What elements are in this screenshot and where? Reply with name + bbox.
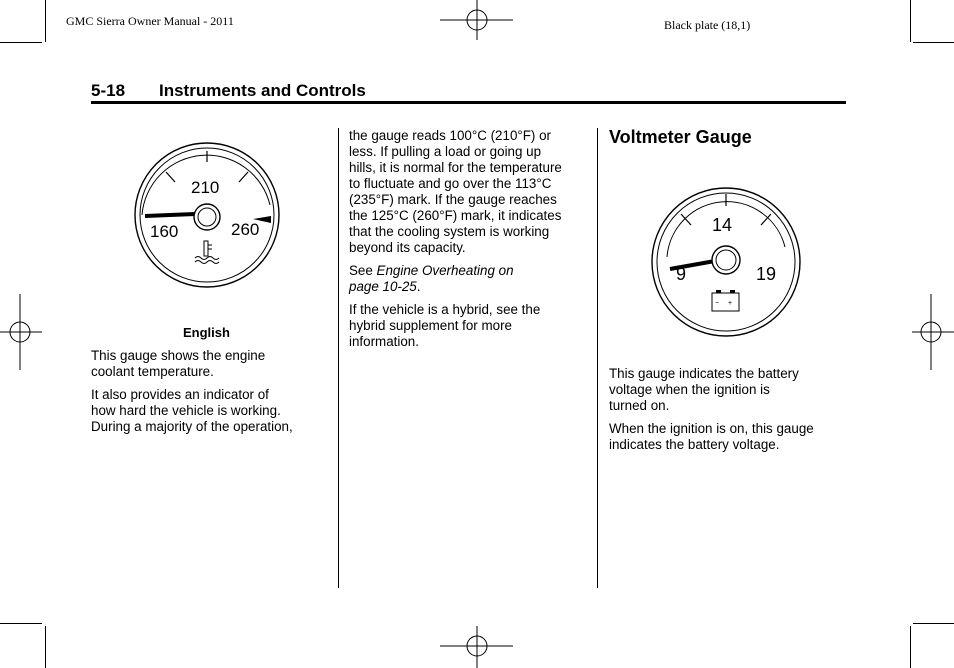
column-divider [338, 128, 339, 588]
paragraph: This gauge indicates the battery voltage when the ignition is turned on. [609, 366, 799, 413]
crop-mark [913, 623, 954, 624]
registration-mark-bottom [440, 626, 515, 668]
running-header-plate: Black plate (18,1) [664, 18, 751, 32]
column-divider [597, 128, 598, 588]
paragraph: This gauge shows the engine coolant temperature. [91, 348, 266, 379]
cross-reference: See Engine Overheating on page 10‑25. [349, 263, 514, 294]
section-heading [91, 81, 366, 101]
battery-plus: + [728, 300, 733, 307]
registration-mark-right [910, 294, 954, 370]
page-number: 5-18 [91, 81, 126, 100]
engine-overheating-link[interactable]: Engine Overheating on page 10‑25 [349, 263, 514, 294]
coolant-temperature-gauge-figure [130, 145, 285, 280]
section-title: Instruments and Controls [159, 81, 366, 100]
battery-minus: − [715, 300, 720, 307]
crop-mark [45, 0, 46, 42]
gauge-label-210: 210 [191, 178, 220, 197]
coolant-temperature-icon [195, 241, 219, 264]
paragraph: It also provides an indicator of how hard the vehicle is working. During a majority of the operation, [91, 387, 293, 434]
battery-icon [712, 290, 739, 311]
crop-mark [910, 626, 911, 668]
subsection-heading: Voltmeter Gauge [609, 127, 752, 147]
registration-mark-top [440, 0, 515, 42]
crop-mark [45, 626, 46, 668]
gauge-label-260: 260 [231, 220, 260, 239]
paragraph: If the vehicle is a hybrid, see the hybrid supplement for more information. [349, 302, 541, 349]
figure-caption: English [183, 325, 230, 340]
gauge-label-160: 160 [150, 222, 179, 241]
paragraph: the gauge reads 100°C (210°F) or less. If pulling a load or going up hills, it is normal for the temperature to fluctuate and go over the 113°C (235°F) mark. If the gauge reaches the 125°C (260°F) mark, it indicates that the cooling system is working beyond its capacity. [349, 128, 562, 255]
crop-mark [910, 0, 911, 42]
paragraph: When the ignition is on, this gauge indicates the battery voltage. [609, 421, 814, 452]
running-header-title: GMC Sierra Owner Manual - 2011 [66, 14, 234, 28]
crop-mark [0, 42, 42, 43]
gauge-label-19: 19 [756, 264, 777, 284]
heading-rule [91, 101, 846, 104]
crop-mark [0, 623, 42, 624]
gauge-label-9: 9 [676, 264, 687, 284]
voltmeter-gauge-figure [651, 187, 806, 339]
gauge-label-14: 14 [712, 215, 733, 235]
registration-mark-left [0, 294, 42, 370]
crop-mark [913, 42, 954, 43]
